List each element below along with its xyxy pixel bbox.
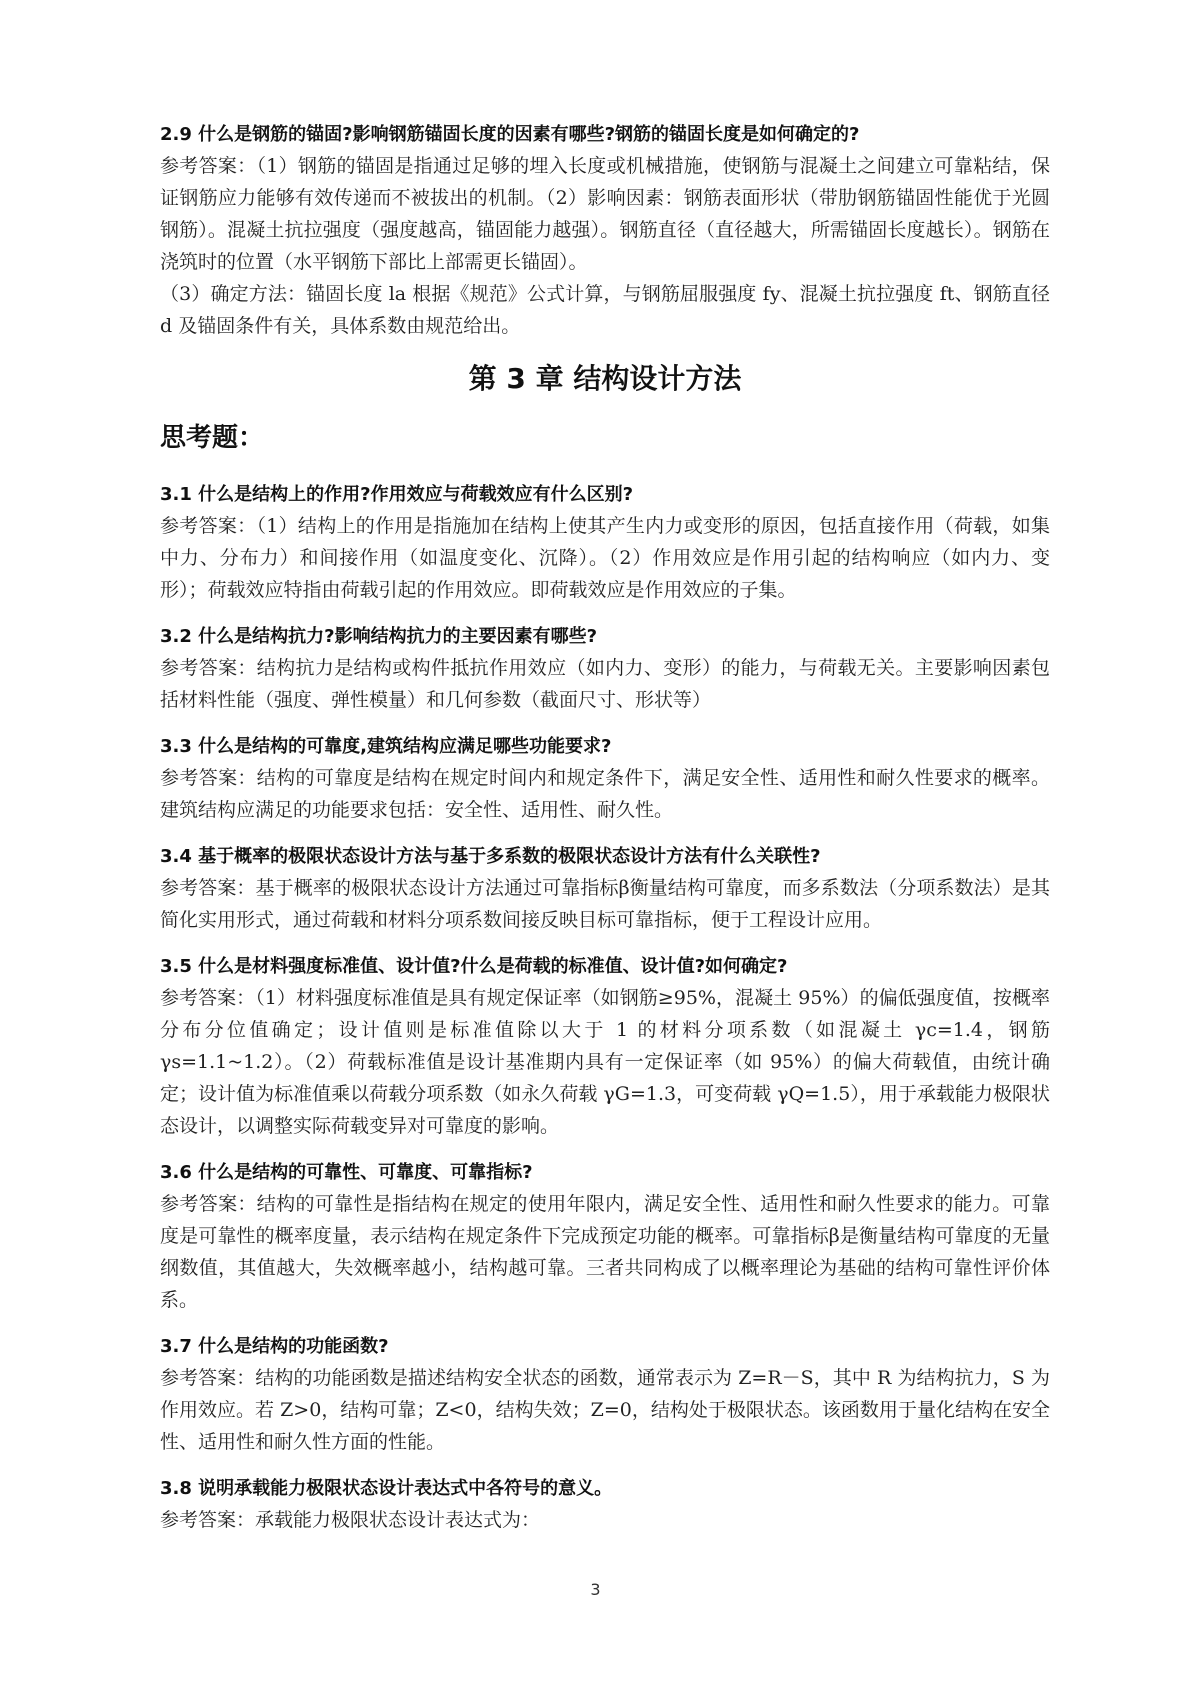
answer-text: 参考答案：（1）结构上的作用是指施加在结构上使其产生内力或变形的原因，包括直接作用（荷载，如集中力、分布力）和间接作用（如温度变化、沉降）。（2）作用效应是作用引起的结构响应（如内力、变形）；荷载效应特指由荷载引起的作用效应。即荷载效应是作用效应的子集。 xyxy=(160,515,1050,601)
answer-text: 参考答案：基于概率的极限状态设计方法通过可靠指标β衡量结构可靠度，而多系数法（分项系数法）是其简化实用形式，通过荷载和材料分项系数间接反映目标可靠指标，便于工程设计应用。 xyxy=(160,877,1050,931)
answer-text: 参考答案：（1）钢筋的锚固是指通过足够的埋入长度或机械措施，使钢筋与混凝土之间建立可靠粘结，保证钢筋应力能够有效传递而不被拔出的机制。（2）影响因素：钢筋表面形状（带肋钢筋锚固性能优于光圆钢筋）。混凝土抗拉强度（强度越高，锚固能力越强）。钢筋直径（直径越大，所需锚固长度越长）。钢筋在浇筑时的位置（水平钢筋下部比上部需更长锚固）。 xyxy=(160,155,1050,273)
answer-text: 参考答案：结构的功能函数是描述结构安全状态的函数，通常表示为 Z=R－S，其中 R 为结构抗力，S 为作用效应。若 Z>0，结构可靠；Z<0，结构失效；Z=0，结构处于极限状态。该函数用于量化结构在安全性、适用性和耐久性方面的性能。 xyxy=(160,1367,1050,1453)
page-number: 3 xyxy=(590,1580,601,1599)
question-title: 3.3 什么是结构的可靠度,建筑结构应满足哪些功能要求? xyxy=(160,736,612,757)
answer-text: 参考答案：结构抗力是结构或构件抵抗作用效应（如内力、变形）的能力，与荷载无关。主要影响因素包括材料性能（强度、弹性模量）和几何参数（截面尺寸、形状等） xyxy=(160,657,1050,711)
question-3-6 xyxy=(160,1158,1050,1316)
question-3-7 xyxy=(160,1332,1050,1458)
answer-text: 参考答案：结构的可靠性是指结构在规定的使用年限内，满足安全性、适用性和耐久性要求的能力。可靠度是可靠性的概率度量，表示结构在规定条件下完成预定功能的概率。可靠指标β是衡量结构可靠度的无量纲数值，其值越大，失效概率越小，结构越可靠。三者共同构成了以概率理论为基础的结构可靠性评价体系。 xyxy=(160,1193,1050,1311)
question-title: 3.5 什么是材料强度标准值、设计值?什么是荷载的标准值、设计值?如何确定? xyxy=(160,956,788,977)
question-title: 2.9 什么是钢筋的锚固?影响钢筋锚固长度的因素有哪些?钢筋的锚固长度是如何确定的? xyxy=(160,124,860,145)
question-title: 3.1 什么是结构上的作用?作用效应与荷载效应有什么区别? xyxy=(160,484,634,505)
question-title: 3.2 什么是结构抗力?影响结构抗力的主要因素有哪些? xyxy=(160,626,598,647)
question-3-4 xyxy=(160,842,1050,936)
question-title: 3.7 什么是结构的功能函数? xyxy=(160,1336,389,1357)
question-title: 3.4 基于概率的极限状态设计方法与基于多系数的极限状态设计方法有什么关联性? xyxy=(160,846,821,867)
answer-text-continued: （3）确定方法：锚固长度 la 根据《规范》公式计算，与钢筋屈服强度 fy、混凝土抗拉强度 ft、钢筋直径 d 及锚固条件有关，具体系数由规范给出。 xyxy=(160,283,1050,337)
question-3-1 xyxy=(160,480,1050,606)
document-page xyxy=(160,120,1050,1552)
question-3-2 xyxy=(160,622,1050,716)
answer-text: 参考答案：承载能力极限状态设计表达式为： xyxy=(160,1509,541,1531)
question-3-3 xyxy=(160,732,1050,826)
section-title: 思考题： xyxy=(160,423,265,453)
chapter-title: 第 3 章 结构设计方法 xyxy=(468,362,742,395)
answer-text: 参考答案：（1）材料强度标准值是具有规定保证率（如钢筋≥95%，混凝土 95%）的偏低强度值，按概率分布分位值确定；设计值则是标准值除以大于 1 的材料分项系数（如混凝土 γc=1.4，钢筋 γs=1.1~1.2）。（2）荷载标准值是设计基准期内具有一定保证率（如 95%）的偏大荷载值，由统计确定；设计值为标准值乘以荷载分项系数（如永久荷载 γG=1.3，可变荷载 γQ=1.5），用于承载能力极限状态设计，以调整实际荷载变异对可靠度的影响。 xyxy=(160,987,1050,1137)
answer-text: 参考答案：结构的可靠度是结构在规定时间内和规定条件下，满足安全性、适用性和耐久性要求的概率。建筑结构应满足的功能要求包括：安全性、适用性、耐久性。 xyxy=(160,767,1050,821)
question-2-9 xyxy=(160,120,1050,342)
question-title: 3.8 说明承载能力极限状态设计表达式中各符号的意义。 xyxy=(160,1478,613,1499)
question-title: 3.6 什么是结构的可靠性、可靠度、可靠指标? xyxy=(160,1162,533,1183)
question-3-5 xyxy=(160,952,1050,1142)
question-3-8 xyxy=(160,1474,1050,1536)
